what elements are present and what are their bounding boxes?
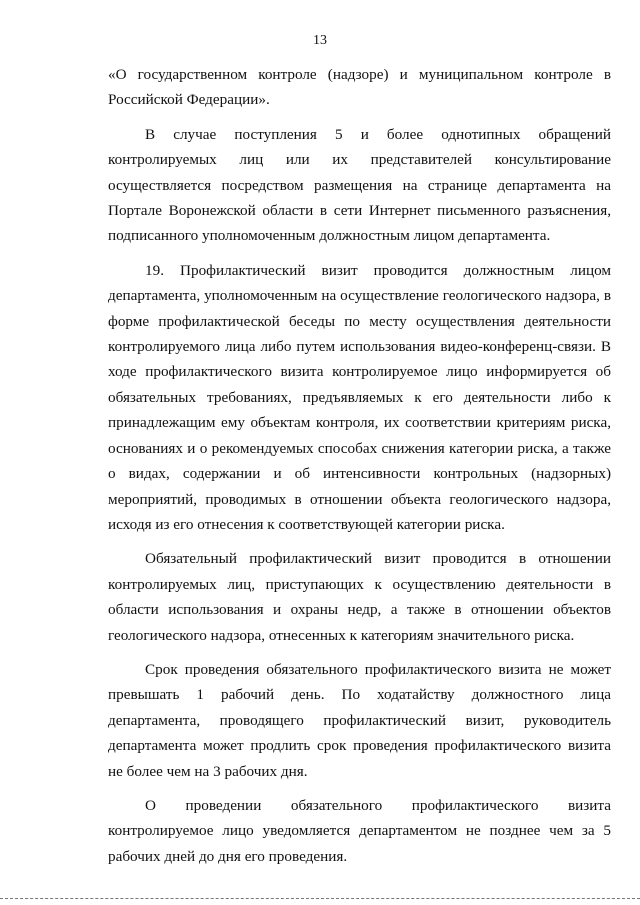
paragraph-mandatory-visit: Обязательный профилактический визит проводится в отношении контролируемых лиц, приступающих к осуществлению деятельности в области использования и охраны недр, а также в отношении объектов геологического надзора, отнесенных к категориям значительного риска.: [108, 550, 611, 644]
paragraph-visit-notification: О проведении обязательного профилактического визита контролируемое лицо уведомляется департаментом не позднее чем за 5 рабочих дней до дня его проведения.: [108, 796, 611, 865]
paragraph-item-19-preventive-visit: 19. Профилактический визит проводится должностным лицом департамента, уполномоченным на осуществление геологического надзора, в форме профилактической беседы по месту осуществления деятельности контролируемого лица либо путем использования видео-конференц-связи. В ходе профилактического визита контролируемое лицо информируется об обязательных требованиях, предъявляемых к его деятельности либо к принадлежащим ему объектам контроля, их соответствии критериям риска, основаниях и о рекомендуемых способах снижения категории риска, а также о видах, содержании и об интенсивности контрольных (надзорных) мероприятий, проводимых в отношении объекта геологического надзора, исходя из его отнесения к соответствующей категории риска.: [108, 261, 611, 533]
document-body: [108, 62, 611, 878]
paragraph-law-title-continuation: «О государственном контроле (надзоре) и муниципальном контроле в Российской Федерации».: [108, 66, 611, 109]
page-number: 13: [313, 33, 327, 48]
paragraph-visit-duration: Срок проведения обязательного профилактического визита не может превышать 1 рабочий день. По ходатайству должностного лица департамента, проводящего профилактический визит, руководитель департамента может продлить срок проведения профилактического визита не более чем на 3 рабочих дня.: [108, 660, 611, 780]
page-bottom-rule: [0, 898, 640, 899]
paragraph-consultation: В случае поступления 5 и более однотипных обращений контролируемых лиц или их представителей консультирование осуществляется посредством размещения на странице департамента на Портале Воронежской области в сети Интернет письменного разъяснения, подписанного уполномоченным должностным лицом департамента.: [108, 125, 611, 245]
